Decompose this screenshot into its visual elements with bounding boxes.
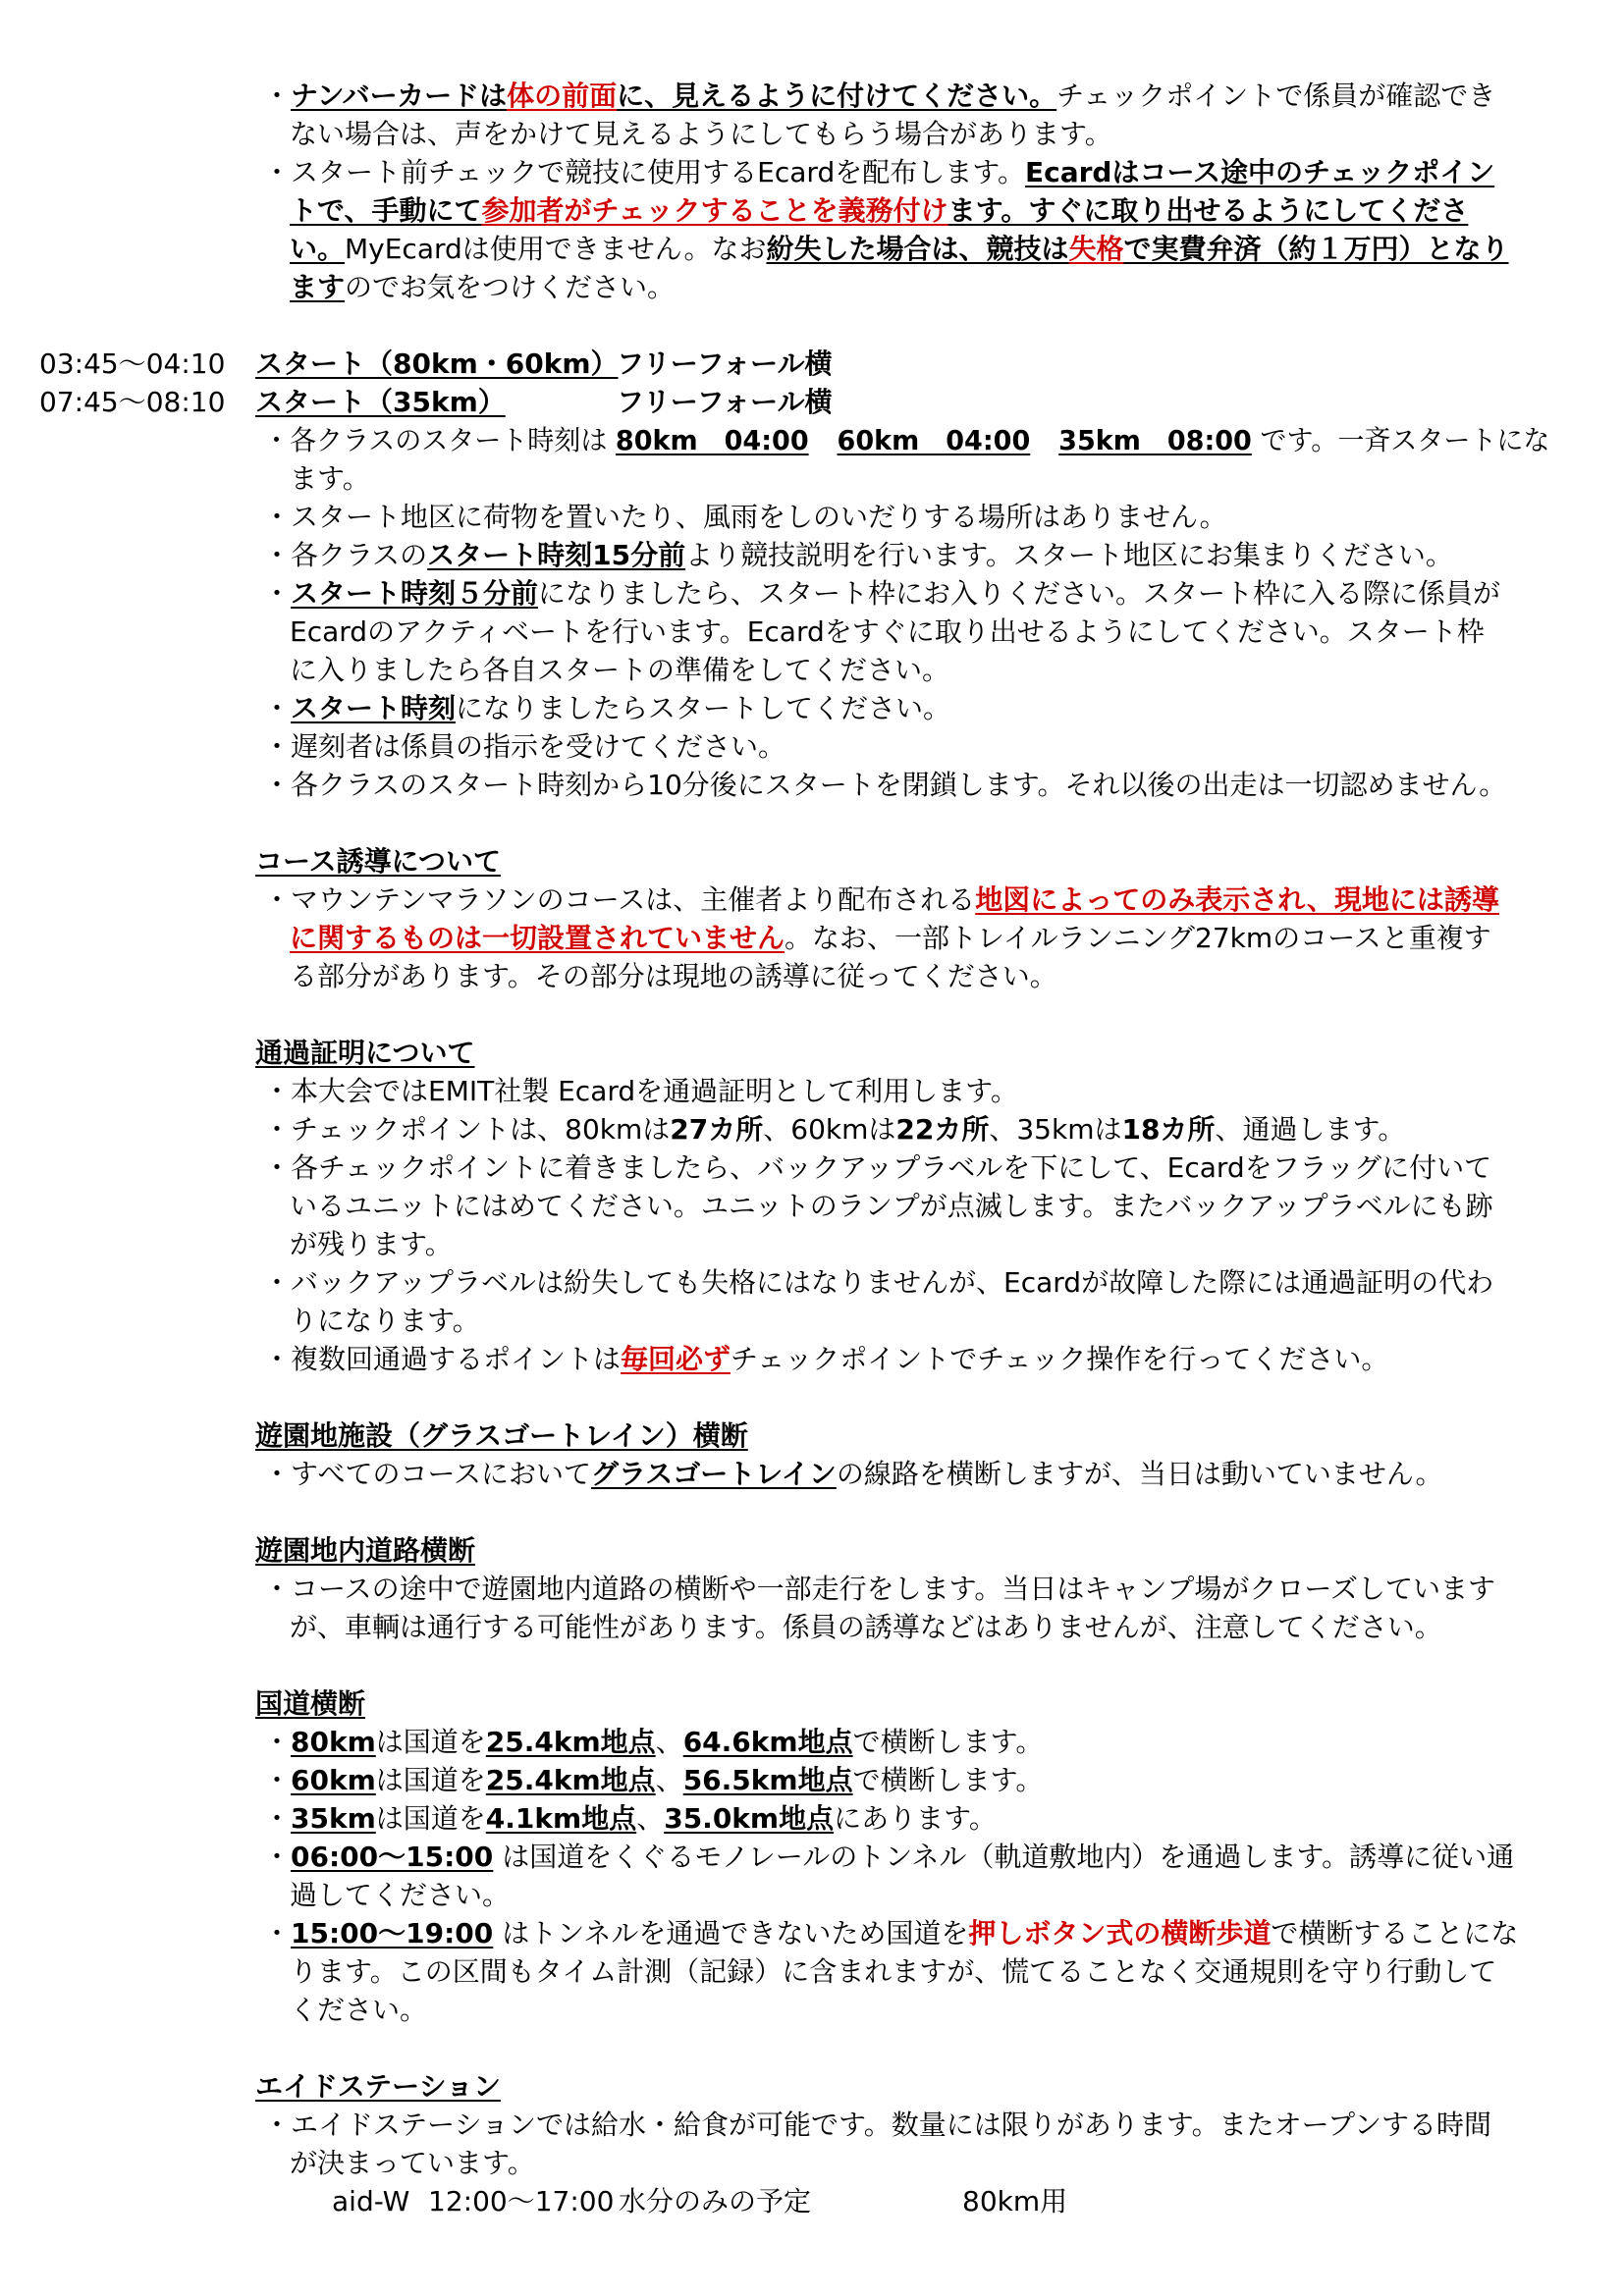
schedule-label: スタート（35km）: [255, 386, 506, 418]
bullet-start-time: ・スタート時刻になりましたらスタートしてください。: [263, 692, 951, 724]
section-heading: コース誘導について: [255, 845, 502, 878]
passage-checkpoint-count: ・チェックポイントは、80kmは27カ所、60kmは22カ所、35kmは18カ所、通過します。: [263, 1113, 1406, 1146]
park-road-text: が、車輌は通行する可能性があります。係員の誘導などはありませんが、注意してください。: [290, 1611, 1442, 1643]
schedule-row: [0, 383, 1624, 421]
grass-go-train-text: ・すべてのコースにおいてグラスゴートレインの線路を横断しますが、当日は動いていません。: [263, 1458, 1443, 1490]
aid-note: 水分のみの予定: [619, 2185, 812, 2217]
passage-text: ・複数回通過するポイントは毎回必ずチェックポイントでチェック操作を行ってください。: [263, 1343, 1389, 1375]
bullet-no-shelter: ・スタート地区に荷物を置いたり、風雨をしのいだりする場所はありません。: [263, 501, 1227, 533]
bullet-number-card: ・ナンバーカードは体の前面に、見えるように付けてください。チェックポイントで係員が確認でき: [263, 80, 1496, 112]
bullet-ecard-distribution: ・スタート前チェックで競技に使用するEcardを配布します。Ecardはコース途中のチェックポイン: [263, 156, 1495, 188]
passage-text: ・バックアップラベルは紛失しても失格にはなりませんが、Ecardが故障した際には通過証明の代わ: [263, 1266, 1494, 1299]
bullet-ecard-cont: ますのでお気をつけください。: [290, 271, 676, 303]
bullet-start-frame: ・スタート時刻５分前になりましたら、スタート枠にお入りください。スタート枠に入る際に係員が: [263, 577, 1501, 610]
aid-time: 12:00～17:00: [428, 2185, 615, 2217]
schedule-time: 03:45～04:10: [39, 347, 226, 380]
section-heading: 通過証明について: [255, 1037, 475, 1069]
national-road-80km: ・80kmは国道を25.4km地点、64.6km地点で横断します。: [263, 1726, 1044, 1758]
aid-name: aid-W: [332, 2185, 410, 2217]
bullet-briefing: ・各クラスのスタート時刻15分前より競技説明を行います。スタート地区にお集まりください。: [263, 539, 1453, 571]
schedule-place: フリーフォール横: [617, 347, 833, 380]
national-road-crosswalk-cont: ります。この区間もタイム計測（記録）に含まれますが、慌てることなく交通規則を守り行動して: [290, 1955, 1497, 1988]
bullet-ecard-cont: い。MyEcardは使用できません。なお紛失した場合は、競技は失格で実費弁済（約１万円）となり: [290, 233, 1509, 265]
park-road-text: ・コースの途中で遊園地内道路の横断や一部走行をします。当日はキャンプ場がクローズしています: [263, 1573, 1495, 1605]
aid-class: 80km用: [962, 2185, 1068, 2217]
bullet-start-times-cont: ます。: [290, 462, 370, 495]
bullet-number-card-cont: ない場合は、声をかけて見えるようにしてもらう場合があります。: [290, 118, 1112, 150]
section-heading: 遊園地内道路横断: [255, 1534, 476, 1567]
passage-text: が残ります。: [290, 1228, 453, 1260]
national-road-tunnel: ・06:00～15:00 は国道をくぐるモノレールのトンネル（軌道敷地内）を通過します。誘導に従い通: [263, 1841, 1515, 1873]
national-road-crosswalk: ・15:00～19:00 はトンネルを通過できないため国道を押しボタン式の横断歩道で横断することにな: [263, 1917, 1519, 1949]
aid-station-row: [0, 2182, 1624, 2220]
doc-line: [0, 77, 1624, 115]
passage-text: いるユニットにはめてください。ユニットのランプが点滅します。またバックアップラベルにも跡: [290, 1190, 1493, 1222]
passage-text: ・本大会ではEMIT社製 Ecardを通過証明として利用します。: [263, 1075, 1018, 1107]
bullet-start-close: ・各クラスのスタート時刻から10分後にスタートを閉鎖します。それ以後の出走は一切認めません。: [263, 769, 1507, 801]
section-heading: 国道横断: [255, 1687, 366, 1720]
passage-text: ・各チェックポイントに着きましたら、バックアップラベルを下にして、Ecardをフラッグに付いて: [263, 1151, 1492, 1184]
course-guidance-text: ・マウンテンマラソンのコースは、主催者より配布される地図によってのみ表示され、現地には誘導: [263, 883, 1499, 916]
bullet-start-frame-cont: Ecardのアクティベートを行います。Ecardをすぐに取り出せるようにしてください。スタート枠: [290, 615, 1485, 648]
national-road-crosswalk-cont: ください。: [290, 1994, 428, 2026]
passage-text: りになります。: [290, 1305, 480, 1337]
national-road-35km: ・35kmは国道を4.1km地点、35.0km地点にあります。: [263, 1802, 997, 1835]
bullet-late: ・遅刻者は係員の指示を受けてください。: [263, 730, 786, 763]
schedule-time: 07:45～08:10: [39, 386, 226, 418]
schedule-row: [0, 345, 1624, 383]
bullet-ecard-cont: トで、手動にて参加者がチェックすることを義務付けます。すぐに取り出せるようにしてくださ: [290, 194, 1469, 227]
section-heading: 遊園地施設（グラスゴートレイン）横断: [255, 1419, 748, 1452]
section-heading: エイドステーション: [255, 2070, 502, 2103]
schedule-label: スタート（80km・60km）: [255, 347, 619, 380]
bullet-start-times: ・各クラスのスタート時刻は 80km 04:00 60km 04:00 35km 08:00 です。一斉スタートにな: [263, 424, 1550, 456]
schedule-place: フリーフォール横: [617, 386, 833, 418]
national-road-tunnel-cont: 過してください。: [290, 1879, 511, 1911]
course-guidance-text: に関するものは一切設置されていません。なお、一部トレイルランニング27kmのコースと重複す: [290, 922, 1491, 954]
aid-station-text: が決まっています。: [290, 2147, 535, 2179]
course-guidance-text: る部分があります。その部分は現地の誘導に従ってください。: [290, 960, 1057, 992]
national-road-60km: ・60kmは国道を25.4km地点、56.5km地点で横断します。: [263, 1764, 1044, 1796]
bullet-start-frame-cont: に入りましたら各自スタートの準備をしてください。: [290, 654, 950, 686]
aid-station-text: ・エイドステーションでは給水・給食が可能です。数量には限りがあります。またオープンする時間: [263, 2109, 1492, 2141]
